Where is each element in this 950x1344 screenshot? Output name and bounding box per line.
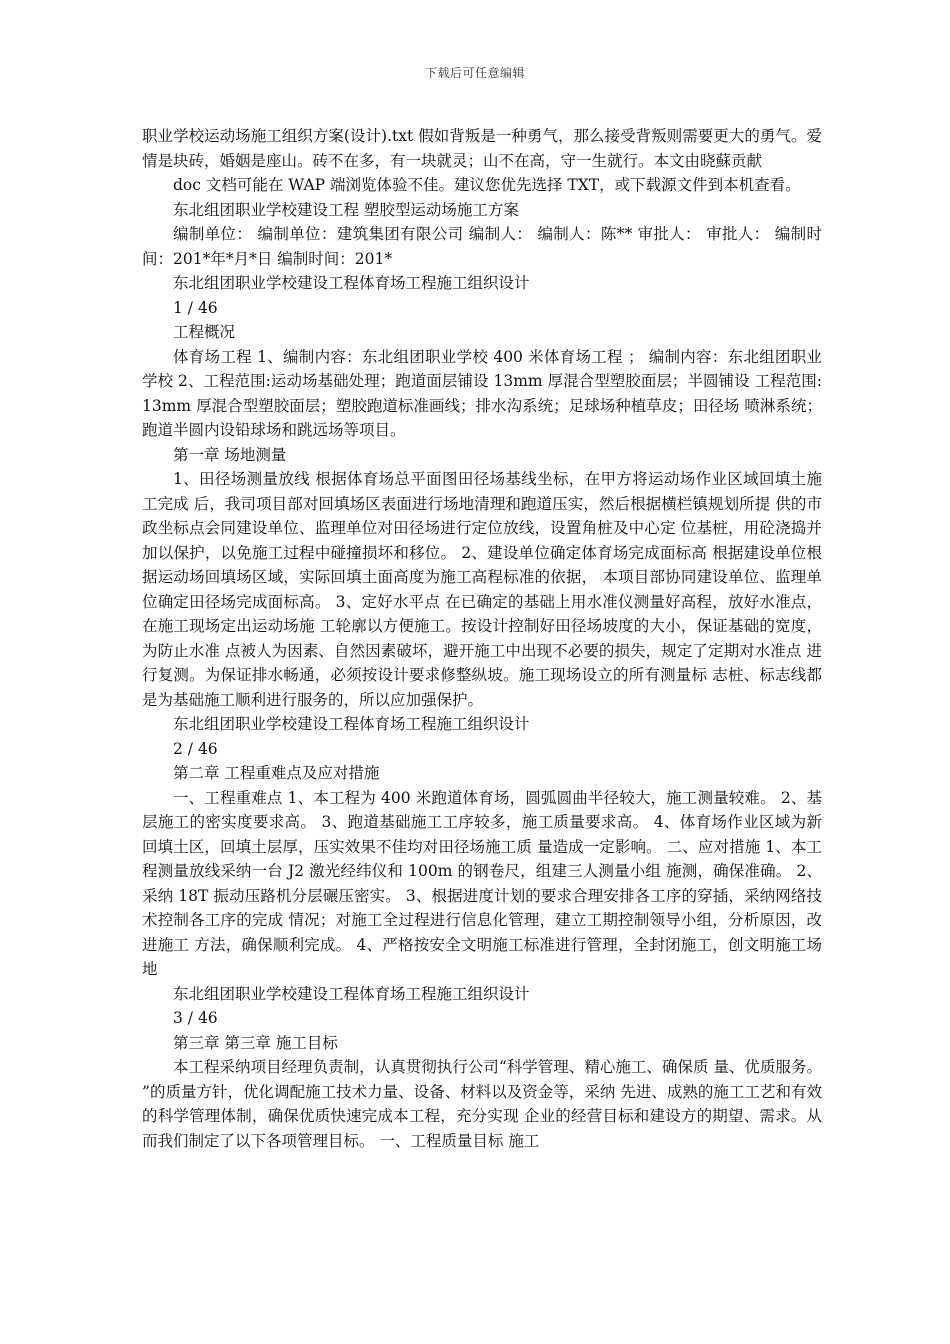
paragraph: 体育场工程 1、编制内容：东北组团职业学校 400 米体育场工程 ； 编制内容：东北组团职业学校 2、工程范围:运动场基础处理；跑道面层铺设 13mm 厚混合型塑胶面层；半圆铺设 工程范围: 13mm 厚混合型塑胶面层；塑胶跑道标准画线；排水沟系统；足球场种植草皮；田径场 喷淋系统；跑道半圆内设铅球场和跳远场等项目。 [142,347,822,439]
paragraph: 职业学校运动场施工组织方案(设计).txt 假如背叛是一种勇气，那么接受背叛则需要更大的勇气。爱情是块砖，婚姻是座山。砖不在多，有一块就灵；山不在高，守一生就行。本文由晓蘇贡献 [142,127,822,170]
heading: 第二章 工程重难点及应对措施 [173,764,380,782]
running-title: 东北组团职业学校建设工程体育场工程施工组织设计 [173,274,530,292]
page-header: 下载后可任意编辑 [424,66,525,80]
paragraph: 一、工程重难点 1、本工程为 400 米跑道体育场，圆弧圆曲半径较大，施工测量较难。 2、基层施工的密实度要求高。 3、跑道基础施工工序较多，施工质量要求高。 4、体育场作业区域为新回填土区，回填土层厚，压实效果不佳均对田径场施工质 量造成一定影响。 二、应对措施 1、本工程测量放线采纳一台 J2 激光经纬仪和 100m 的钢卷尺，组建三人测量小组 施测，确保准确。 2、采纳 18T 振动压路机分层碾压密实。 3、根据进度计划的要求合理安排各工序的穿插，采纳网络技术控制各工序的完成 情况；对施工全过程进行信息化管理，建立工期控制领导小组，分析原因，改进施工 方法，确保顺利完成。 4、严格按安全文明施工标准进行管理，全封闭施工，创文明施工场地 [142,788,822,978]
paragraph: doc 文档可能在 WAP 端浏览体验不佳。建议您优先选择 TXT，或下载源文件到本机查看。 [173,176,801,194]
page-number: 2 / 46 [173,739,218,758]
paragraph: 1、田径场测量放线 根据体育场总平面图田径场基线坐标，在甲方将运动场作业区域回填土施工完成 后，我司项目部对回填场区表面进行场地清理和跑道压实，然后根据横栏镇规划所提 供的市政坐标点会同建设单位、监理单位对田径场进行定位放线，设置角桩及中心定 位基桩，用砼浇捣并加以保护，以免施工过程中碰撞损坏和移位。 2、建设单位确定体育场完成面标高 根据建设单位根据运动场回填场区域，实际回填土面高度为施工高程标准的依据， 本项目部协同建设单位、监理单位确定田径场完成面标高。 3、定好水平点 在已确定的基础上用水准仪测量好高程，放好水准点，在施工现场定出运动场施 工轮廓以方便施工。按设计控制好田径场坡度的大小，保证基础的宽度，为防止水准 点被人为因素、自然因素破坏，避开施工中出现不必要的损失，规定了定期对水准点 进行复测。为保证排水畅通，必须按设计要求修整纵坡。施工现场设立的所有测量标 志桩、标志线都是为基础施工顺利进行服务的，所以应加强保护。 [142,470,822,709]
heading: 工程概况 [173,323,236,341]
paragraph: 本工程采纳项目经理负责制，认真贯彻执行公司“科学管理、精心施工、确保质 量、优质服务。 ”的质量方针，优化调配施工技术力量、设备、材料以及资金等，采纳 先进、成熟的施工工艺和有效的科学管理体制，确保优质快速完成本工程，充分实现 企业的经营目标和建设方的期望、需求。从而我们制定了以下各项管理目标。 一、工程质量目标 施工 [142,1058,822,1150]
page-number: 3 / 46 [173,1009,218,1027]
paragraph: 编制单位： 编制单位：建筑集团有限公司 编制人： 编制人：陈** 审批人： 审批人： 编制时间：201*年*月*日 编制时间：201* [142,225,822,268]
heading: 东北组团职业学校建设工程 塑胶型运动场施工方案 [173,200,519,219]
running-title: 东北组团职业学校建设工程体育场工程施工组织设计 [173,984,530,1003]
running-title: 东北组团职业学校建设工程体育场工程施工组织设计 [173,715,530,733]
heading: 第一章 场地测量 [173,445,287,464]
document-body [142,124,822,1153]
page-number: 1 / 46 [173,298,218,317]
heading: 第三章 第三章 施工目标 [173,1033,338,1052]
